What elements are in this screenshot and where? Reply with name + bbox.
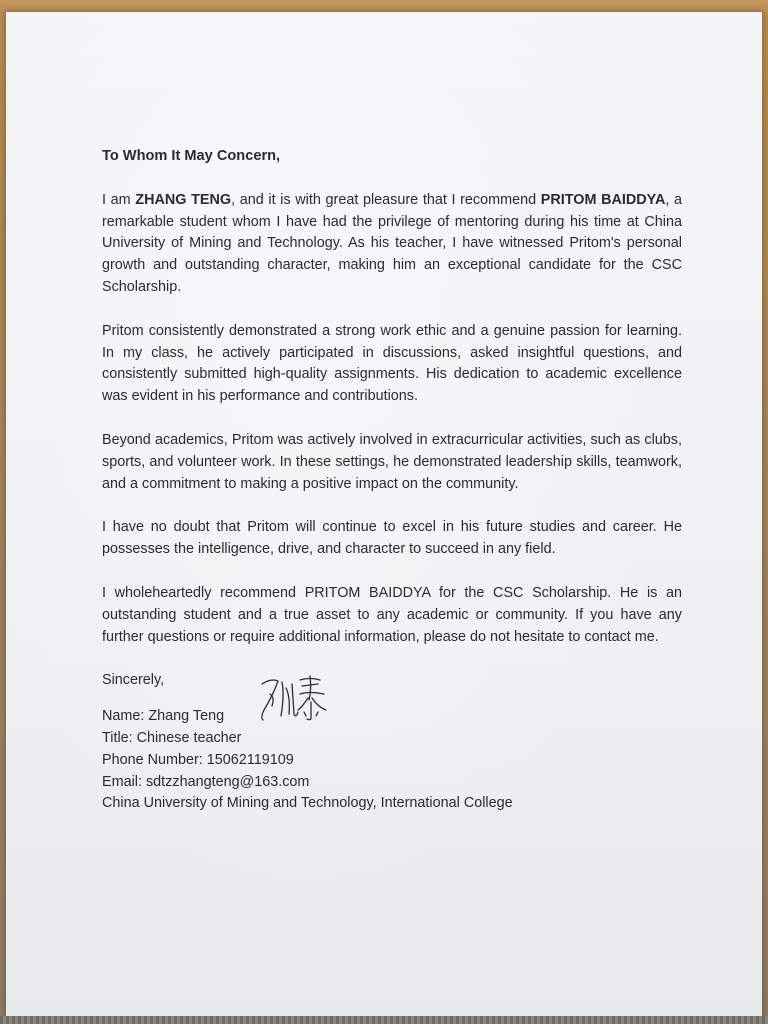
signature-block — [102, 706, 682, 815]
recommender-name: ZHANG TENG — [135, 191, 232, 208]
paragraph-work-ethic: Pritom consistently demonstrated a strong work ethic and a genuine passion for learning. In my class, he actively participated in discussions, asked insightful questions, and consistently submitted high-quality assignments. His dedication to academic excellence was evident in his performance and contributions. — [102, 322, 682, 405]
intro-text-2: , and it is with great pleasure that I recommend — [231, 191, 541, 208]
signer-institution: China University of Mining and Technology, International College — [102, 795, 513, 812]
letter-paper — [6, 12, 762, 1018]
handwritten-signature-icon — [256, 670, 332, 726]
salutation: To Whom It May Concern, — [102, 148, 281, 164]
student-name: PRITOM BAIDDYA — [540, 191, 666, 208]
signer-email: Email: sdtzzhangteng@163.com — [102, 773, 310, 790]
recommendation-letter — [102, 146, 682, 815]
intro-text-3: , a remarkable student whom I have had the privilege of mentoring during his time at China University of Mining and Technology. As his teacher, I have witnessed Pritom's personal growth and outstanding character, making him an exceptional candidate for the CSC Scholarship. — [102, 191, 683, 295]
paragraph-intro — [102, 190, 682, 299]
closing: Sincerely, — [102, 672, 165, 689]
paragraph-recommendation: I wholeheartedly recommend PRITOM BAIDDYA for the CSC Scholarship. He is an outstanding student and a true asset to any academic or community. If you have any further questions or require additional information, please do not hesitate to contact me. — [102, 584, 682, 645]
carpet-edge — [0, 1016, 768, 1024]
paragraph-future: I have no doubt that Pritom will continue to excel in his future studies and career. He possesses the intelligence, drive, and character to succeed in any field. — [102, 519, 682, 558]
paragraph-extracurricular: Beyond academics, Pritom was actively involved in extracurricular activities, such as clubs, sports, and volunteer work. In these settings, he demonstrated leadership skills, teamwork, and a commitment to making a positive impact on the community. — [102, 431, 682, 492]
signer-title: Title: Chinese teacher — [102, 729, 242, 746]
intro-text-1: I am — [102, 191, 136, 208]
signer-name: Name: Zhang Teng — [102, 708, 225, 725]
signer-name-row — [102, 706, 682, 728]
signer-phone: Phone Number: 15062119109 — [102, 751, 294, 768]
